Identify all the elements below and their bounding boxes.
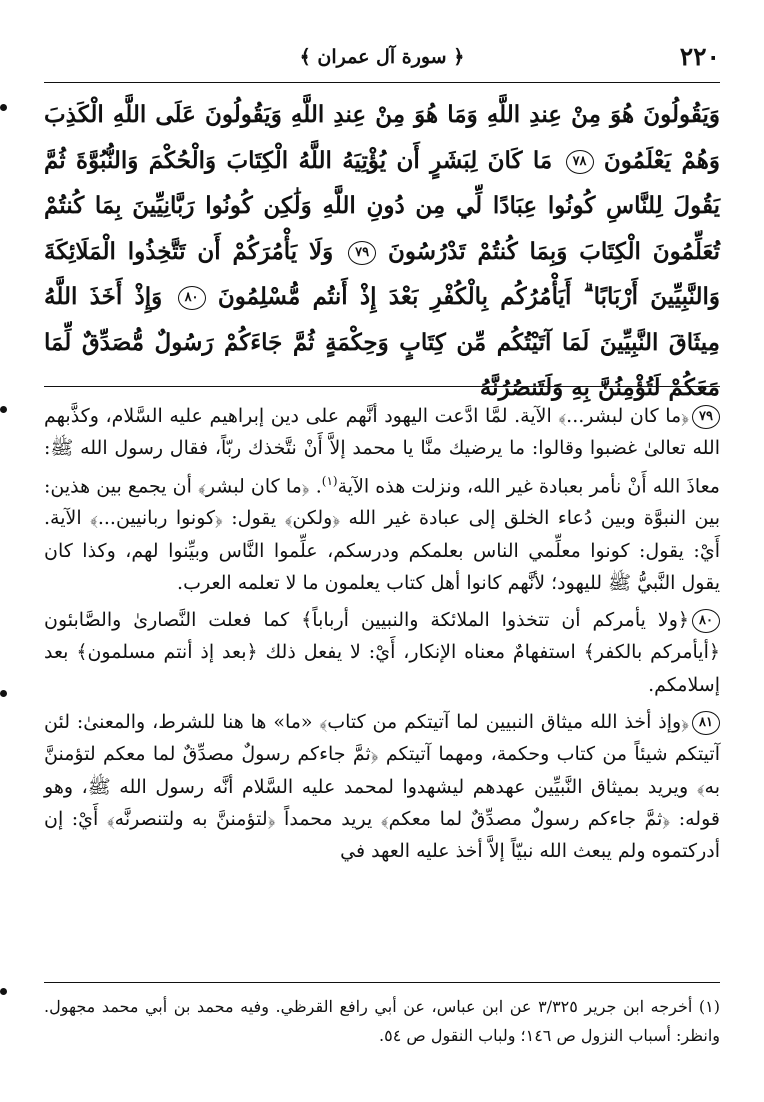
commentary-paragraph — [44, 400, 720, 599]
verse-number: ٨٠ — [178, 286, 206, 310]
quran-verse: وَإِذْ أَخَذَ اللَّهُ مِيثَاقَ النَّبِيِّينَ لَمَا آتَيْتُكُم مِّن كِتَابٍ وَحِكْمَةٍ ثُمَّ جَاءَكُمْ رَسُولٌ مُّصَدِّقٌ لِّمَا مَعَكُمْ لَتُؤْمِنُنَّ بِهِ وَلَتَنصُرُنَّهُ — [44, 283, 720, 401]
margin-mark — [0, 104, 7, 111]
footnote-text: أخرجه ابن جرير ٣/٣٢٥ عن ابن عباس، عن أبي رافع القرظي. وفيه محمد بن أبي محمد مجهول. وانظر: أسباب النزول ص ١٤٦؛ ولباب النقول ص ٥٤. — [44, 997, 720, 1045]
margin-mark — [0, 988, 7, 995]
verse-number: ٧٩ — [348, 241, 376, 265]
quran-verse: وَلَا يَأْمُرَكُمْ أَن تَتَّخِذُوا الْمَلَائِكَةَ وَالنَّبِيِّينَ أَرْبَابًا ۗ أَيَأْمُرُكُم بِالْكُفْرِ بَعْدَ إِذْ أَنتُم مُّسْلِمُونَ — [44, 237, 720, 310]
margin-mark — [0, 406, 7, 413]
verse-number: ٨١ — [692, 711, 720, 735]
page-number: ٢٢٠ — [679, 42, 720, 71]
footnote — [44, 992, 720, 1050]
margin-mark — [0, 690, 7, 697]
quran-verse: وَيَقُولُونَ هُوَ مِنْ عِندِ اللَّهِ وَمَا هُوَ مِنْ عِندِ اللَّهِ وَيَقُولُونَ عَلَى اللَّهِ الْكَذِبَ وَهُمْ يَعْلَمُونَ — [44, 101, 720, 174]
header-rule — [44, 82, 720, 83]
commentary-text: ﴿ما كان لبشر...﴾ الآية. لمَّا ادَّعت اليهود أنَّهم على دين إبراهيم عليه السَّلام، وكذَّبهم الله تعالىٰ غضبوا وقالوا: ما يرضيك منَّا يا محمد إلاَّ أَنْ نتَّخذك ربّاً، فقال رسول الله ﷺ: معاذَ الله أَنْ نأمر بعبادة غير الله، ونزلت هذه الآية — [44, 405, 720, 497]
verse-number: ٧٩ — [692, 405, 720, 429]
quran-rule — [44, 386, 720, 387]
commentary-text: . ﴿ما كان لبشر﴾ أن يجمع بين هذين: بين النبوَّة وبين دُعاء الخلق إلى عبادة غير الله ﴿ولكن﴾ يقول: ﴿كونوا ربانيين...﴾ الآية. أَيْ: يقول: كونوا معلِّمي الناس بعلمكم ودرسكم، علِّموا النَّاس وبيِّنوا لهم، وكذا كان يقول النَّبيُّ ﷺ لليهود؛ لأنَّهم كانوا أهل كتاب يعلمون ما لا تعلمه العرب. — [44, 474, 720, 594]
verse-number: ٧٨ — [566, 150, 594, 174]
footnote-reference[interactable]: (١) — [321, 473, 338, 488]
commentary-text: ﴿ولا يأمركم أن تتخذوا الملائكة والنبيين أرباباً﴾ كما فعلت النَّصارىٰ والصَّابئون ﴿أيأمركم بالكفر﴾ استفهامٌ معناه الإنكار، أَيْ: لا يفعل ذلك ﴿بعد إذ أنتم مسلمون﴾ بعد إسلامكم. — [44, 609, 720, 696]
commentary — [44, 400, 720, 872]
commentary-text: ﴿وإذ أخذ الله ميثاق النبيين لما آتيتكم من كتاب﴾ «ما» ها هنا للشرط، والمعنىٰ: لئن آتيتكم شيئاً من كتاب وحكمة، ومهما آتيتكم ﴿ثمَّ جاءكم رسولٌ مصدِّقٌ لما معكم لتؤمننَّ به﴾ ويريد بميثاق النَّبيِّين عهدهم ليشهدوا لمحمد عليه السَّلام أنَّه رسول الله ﷺ، وهو قوله: ﴿ثمَّ جاءكم رسولٌ مصدِّقٌ لما معكم﴾ يريد محمداً ﴿لتؤمننَّ به ولتنصرنَّه﴾ أَيْ: إن أدركتموه ولم يبعث الله نبيّاً إلاَّ أخذ عليه العهد في — [44, 711, 720, 863]
page-header — [44, 34, 720, 84]
surah-title: ﴿ سورة آل عمران ﴾ — [299, 46, 465, 68]
quran-verse: مَا كَانَ لِبَشَرٍ أَن يُؤْتِيَهُ اللَّهُ الْكِتَابَ وَالْحُكْمَ وَالنُّبُوَّةَ ثُمَّ يَقُولَ لِلنَّاسِ كُونُوا عِبَادًا لِّي مِن دُونِ اللَّهِ وَلَٰكِن كُونُوا رَبَّانِيِّينَ بِمَا كُنتُمْ تُعَلِّمُونَ الْكِتَابَ وَبِمَا كُنتُمْ تَدْرُسُونَ — [44, 146, 720, 265]
commentary-paragraph — [44, 604, 720, 701]
quran-text — [44, 92, 720, 411]
footnote-rule — [44, 982, 720, 983]
verse-number: ٨٠ — [692, 609, 720, 633]
commentary-paragraph — [44, 706, 720, 867]
footnote-marker: (١) — [698, 997, 721, 1016]
